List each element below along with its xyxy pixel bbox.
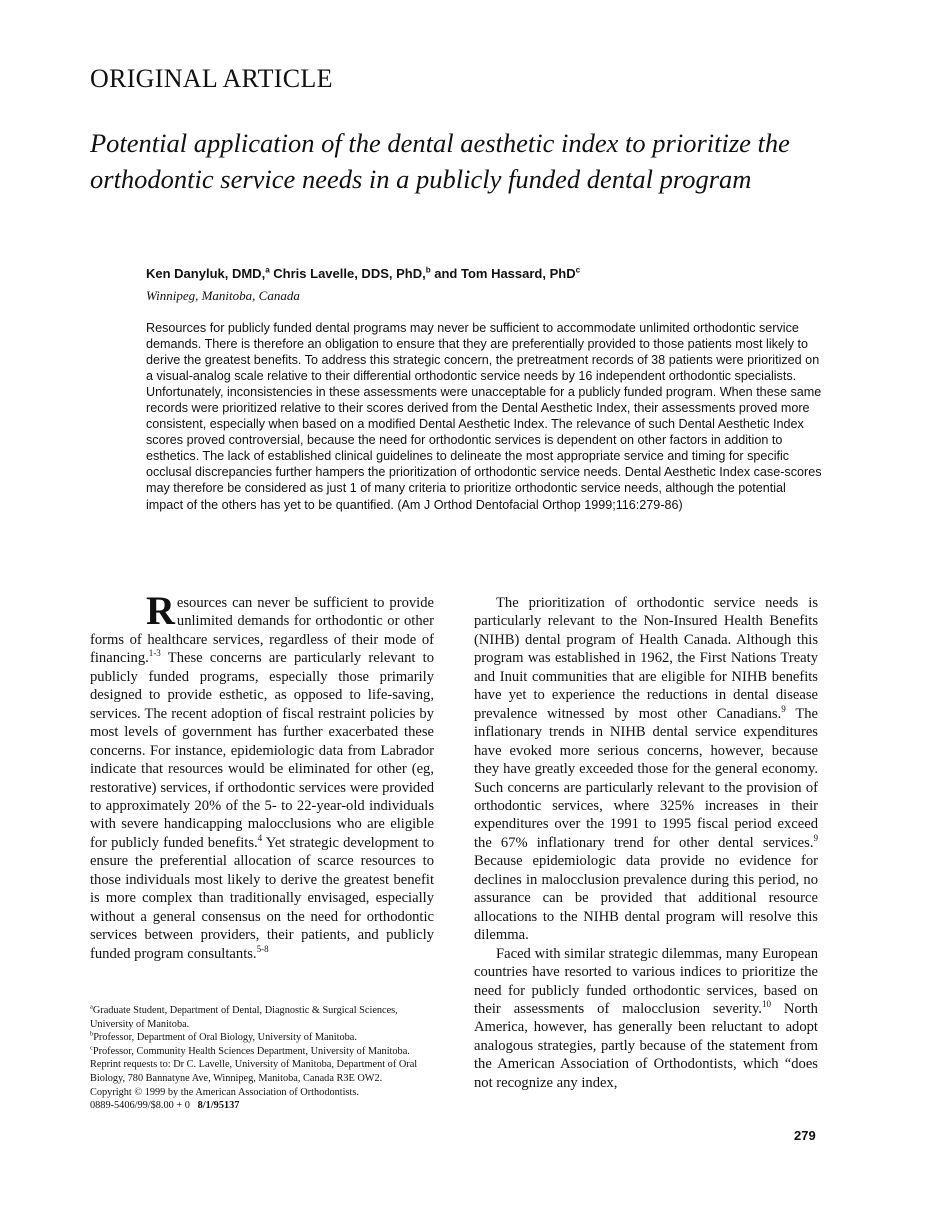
- body-paragraph: Resources can never be sufficient to provide unlimited demands for orthodontic or other forms of healthcare services, regardless of their mode of financing.$^{1-3}$ These concerns are particularly relevant to publicly funded programs, especially those primarily designed to provide esthetic, as opposed to life-saving, services. The recent adoption of fiscal restraint policies by most levels of government has further exacerbated these concerns. For instance, epidemiologic data from Labrador indicate that resources would be eliminated for other (eg, restorative) services, if orthodontic services were provided to approximately 20% of the 5- to 22-year-old individuals with severe handicapping malocclusions who are eligible for publicly funded benefits.$^4$ Yet strategic development to ensure the preferential allocation of scarce resources to those individuals most likely to derive the greatest benefit is more complex than traditionally envisaged, especially without a general consensus on the need for orthodontic services between providers, their patients, and publicly funded program consultants.$^{5-8}$: [90, 588, 434, 962]
- citation-superscript: 10: [761, 999, 771, 1010]
- author-3: and Tom Hassard, PhD$^c$: [430, 265, 581, 281]
- body-column-right: [474, 594, 818, 1092]
- copyright-notice: Copyright © 1999 by the American Association of Orthodontists.: [90, 1086, 359, 1098]
- reprint-requests: Reprint requests to: Dr C. Lavelle, University of Manitoba, Department of Oral Biology, 780 Bannatyne Ave, Winnipeg, Manitoba, Canada R3E OW2.: [90, 1059, 418, 1084]
- footnote-b: $^b$Professor, Department of Oral Biology, University of Manitoba.: [90, 1030, 357, 1044]
- body-column-left: [90, 588, 434, 963]
- citation-superscript: 9: [813, 833, 818, 844]
- footnote-a: $^a$Graduate Student, Department of Dental, Diagnostic & Surgical Sciences, University of Manitoba.: [90, 1003, 398, 1030]
- citation-superscript: 9: [781, 703, 786, 714]
- author-affiliation: Winnipeg, Manitoba, Canada: [146, 288, 300, 303]
- drop-cap: R: [146, 588, 175, 633]
- article-title: Potential application of the dental aesthetic index to prioritize the orthodontic service needs in a publicly funded dental program: [90, 128, 790, 194]
- footnote-c: $^c$Professor, Community Health Sciences Department, University of Manitoba.: [90, 1044, 410, 1057]
- body-paragraph: Faced with similar strategic dilemmas, many European countries have resorted to various indices to prioritize the need for publicly funded orthodontic services, based on their assessments of malocclusion severity.$^{10}$ North America, however, has generally been reluctant to adopt analogous strategies, partly because of the statement from the American Association of Orthodontists, which “does not recognize any index,: [474, 945, 818, 1091]
- citation-superscript: 1-3: [148, 648, 161, 659]
- citation-superscript: 4: [257, 833, 263, 844]
- body-paragraph: The prioritization of orthodontic service needs is particularly relevant to the Non-Insured Health Benefits (NIHB) dental program of Health Canada. Although this program was established in 1962, the First Nations Treaty and Inuit communities that are eligible for NIHB benefits have yet to experience the reductions in dental disease prevalence witnessed by most other Canadians.$^9$ The inflationary trends in NIHB dental service expenditures have evoked more serious concerns, however, because they have greatly exceeded those for the general economy. Such concerns are particularly relevant to the provision of orthodontic services, where 325% increases in their expenditures over the 1991 to 1995 fiscal period exceed the 67% inflationary trend for other dental services.$^9$ Because epidemiologic data provide no evidence for declines in malocclusion prevalence during this period, no assurance can be provided that additional resource allocations to the NIHB dental program will resolve this dilemma.: [474, 595, 819, 944]
- abstract: Resources for publicly funded dental programs may never be sufficient to accommodate unlimited orthodontic service demands. There is therefore an obligation to ensure that they are preferentially provided to those patients most likely to derive the greatest benefits. To address this strategic concern, the pretreatment records of 38 patients were prioritized on a visual-analog scale relative to their differential orthodontic service needs by 16 independent orthodontic specialists. Unfortunately, inconsistencies in these assessments were unacceptable for a publicly funded program. When these same records were prioritized relative to their scores derived from the Dental Aesthetic Index, their assessments proved more consistent, especially when based on a modified Dental Aesthetic Index. The relevance of such Dental Aesthetic Index scores proved controversial, because the need for orthodontic services is dependent on other factors in addition to esthetics. The lack of established clinical guidelines to delineate the most appropriate service and timing for specific occlusal discrepancies further hampers the prioritization of orthodontic service needs. Dental Aesthetic Index case-scores may therefore be considered as just 1 of many criteria to prioritize orthodontic service needs, although the potential impact of the others has yet to be quantified. (Am J Orthod Dentofacial Orthop 1999;116:279-86): [146, 321, 822, 512]
- section-label: ORIGINAL ARTICLE: [90, 64, 333, 93]
- page-number: 279: [794, 1128, 816, 1143]
- publication-code: 0889-5406/99/$8.00 + 0 8/1/95137: [90, 1100, 240, 1112]
- citation-superscript: 5-8: [256, 943, 269, 954]
- author-2: Chris Lavelle, DDS, PhD,$^b$: [269, 265, 431, 281]
- author-line: [146, 266, 580, 281]
- footnotes: [90, 1004, 440, 1113]
- author-1: Ken Danyluk, DMD,$^a$: [146, 265, 270, 281]
